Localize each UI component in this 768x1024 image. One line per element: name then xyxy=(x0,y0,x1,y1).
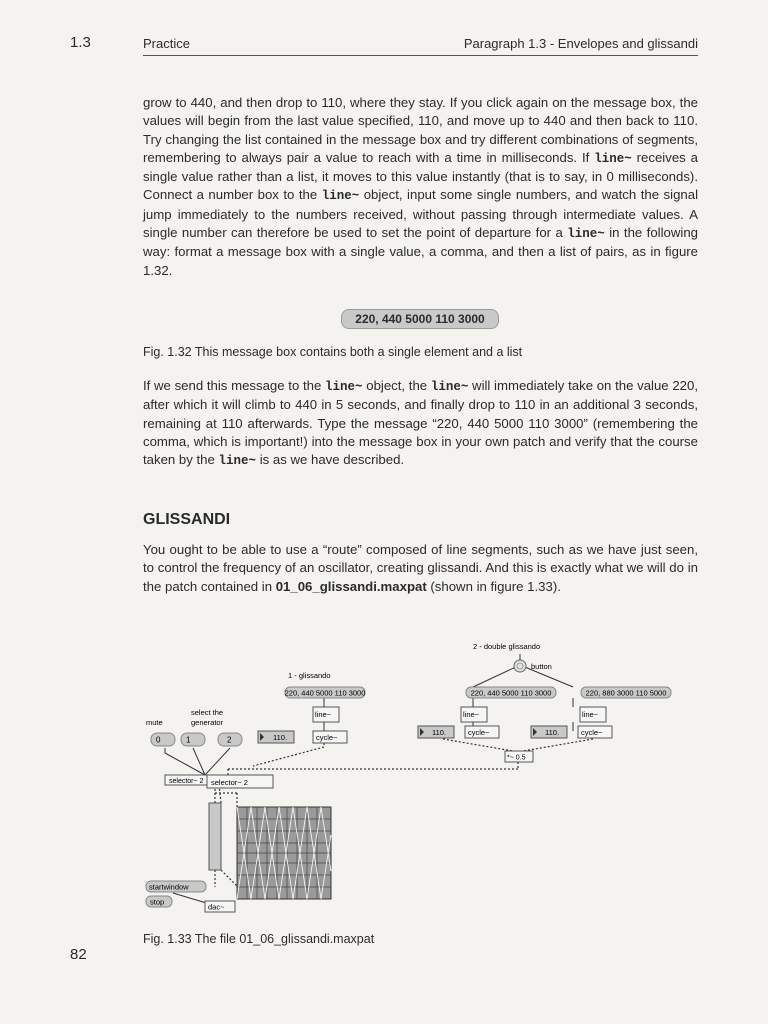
code-line: line~ xyxy=(594,151,632,166)
message-box-3[interactable] xyxy=(581,687,671,698)
filename: 01_06_glissandi.maxpat xyxy=(275,578,427,594)
multiply-object[interactable] xyxy=(505,751,533,762)
header-left: Practice xyxy=(143,36,190,51)
header-rule xyxy=(143,55,698,56)
figure-1-33-patch xyxy=(143,635,703,930)
svg-text:0: 0 xyxy=(156,735,161,745)
select-label: generator xyxy=(191,718,224,727)
cycle-object-3[interactable] xyxy=(578,726,612,738)
code-line: line~ xyxy=(218,454,257,469)
svg-text:startwindow: startwindow xyxy=(149,882,189,892)
svg-text:220, 440 5000 110 3000: 220, 440 5000 110 3000 xyxy=(284,688,366,698)
dac-object[interactable] xyxy=(205,901,235,912)
svg-text:dac~: dac~ xyxy=(208,902,225,912)
code-line: line~ xyxy=(430,380,469,394)
bang-button[interactable] xyxy=(514,660,526,672)
line-object-3[interactable] xyxy=(580,707,606,722)
line-object-2[interactable] xyxy=(461,707,487,722)
svg-text:line~: line~ xyxy=(582,710,599,719)
code-line: line~ xyxy=(567,227,605,242)
svg-text:line~: line~ xyxy=(463,710,480,719)
glissando-label: 1 - glissando xyxy=(288,671,331,680)
svg-text:selector~ 2: selector~ 2 xyxy=(169,778,204,785)
button-label: button xyxy=(531,662,552,671)
paragraph-1: grow to 440, and then drop to 110, where they stay. If you click again on the message box, the values will begin from the last value specified, 110, and move up to 440 and then back to 110. Try changing the list contained in the message box and try different combinations of segments, remembering to always pair a value to reach with a time in milliseconds. If line~ receives a single value rather than a list, it moves to this value instantly (that is to say, in 0 milliseconds). Connect a number box to the line~ object, input some single numbers, and watch the signal jump immediately to the numbers received, without passing through intermediate values. A single number can therefore be used to set the point of departure for a line~ in the following way: format a message box with a single value, a comma, and then a list of pairs, as in figure 1.32. xyxy=(143,95,698,278)
mute-message-0[interactable] xyxy=(151,733,175,746)
stop-message[interactable] xyxy=(146,896,172,907)
svg-text:1: 1 xyxy=(186,735,191,745)
selector-object-2[interactable] xyxy=(207,775,273,788)
svg-text:2: 2 xyxy=(227,735,232,745)
svg-text:selector~ 2: selector~ 2 xyxy=(211,778,248,787)
select-message-2[interactable] xyxy=(218,733,242,746)
svg-text:cycle~: cycle~ xyxy=(581,728,603,737)
figure-1-32-message-box: 220, 440 5000 110 3000 xyxy=(341,309,499,329)
double-glissando-label: 2 - double glissando xyxy=(473,642,541,651)
page-number: 82 xyxy=(70,946,87,963)
cycle-object-1[interactable] xyxy=(313,731,347,743)
code-line: line~ xyxy=(321,189,360,204)
message-box-2[interactable] xyxy=(466,687,556,698)
svg-text:110.: 110. xyxy=(273,733,288,742)
svg-text:cycle~: cycle~ xyxy=(316,733,338,742)
section-number: 1.3 xyxy=(70,34,91,51)
svg-text:line~: line~ xyxy=(315,710,332,719)
number-box-1[interactable] xyxy=(258,731,294,743)
message-box-1[interactable] xyxy=(285,687,366,698)
svg-text:*~ 0.5: *~ 0.5 xyxy=(507,754,526,762)
line-object-1[interactable] xyxy=(313,707,339,722)
paragraph-2: If we send this message to the line~ object, the line~ will immediately take on the value 220, after which it will climb to 440 in 5 seconds, and finally drop to 110 in an additional 3 seconds, remaining at 110 afterwards. Type the message “220, 440 5000 110 3000” (remembering the comma, which is important!) into the message box in your own patch and verify that the course taken by the line~ is as we have described. xyxy=(143,378,699,469)
svg-text:220, 440 5000 110 3000: 220, 440 5000 110 3000 xyxy=(470,688,552,698)
svg-text:220, 880 3000 110 5000: 220, 880 3000 110 5000 xyxy=(585,688,667,698)
figure-1-33-caption: Fig. 1.33 The file 01_06_glissandi.maxpat xyxy=(143,932,375,946)
paragraph-3: You ought to be able to use a “route” composed of line segments, such as we have just seen, to control the frequency of an oscillator, creating glissandi. And this is exactly what we will do in the patch contained in 01_06_glissandi.maxpat (shown in figure 1.33). xyxy=(143,542,698,594)
oscilloscope-display xyxy=(237,807,331,899)
svg-text:cycle~: cycle~ xyxy=(468,728,490,737)
code-line: line~ xyxy=(325,380,363,394)
select-label: select the xyxy=(191,708,224,717)
level-meter xyxy=(209,803,221,870)
section-heading: GLISSANDI xyxy=(143,511,231,528)
select-message-1[interactable] xyxy=(181,733,205,746)
figure-1-32-caption: Fig. 1.32 This message box contains both a single element and a list xyxy=(143,345,523,359)
mute-label: mute xyxy=(146,718,163,727)
header-right: Paragraph 1.3 - Envelopes and glissandi xyxy=(463,36,698,51)
cycle-object-2[interactable] xyxy=(465,726,499,738)
startwindow-message[interactable] xyxy=(146,881,206,892)
svg-text:110.: 110. xyxy=(432,728,447,737)
svg-text:stop: stop xyxy=(150,897,165,907)
number-box-2[interactable] xyxy=(418,726,454,738)
svg-text:110.: 110. xyxy=(545,728,560,737)
number-box-3[interactable] xyxy=(531,726,567,738)
